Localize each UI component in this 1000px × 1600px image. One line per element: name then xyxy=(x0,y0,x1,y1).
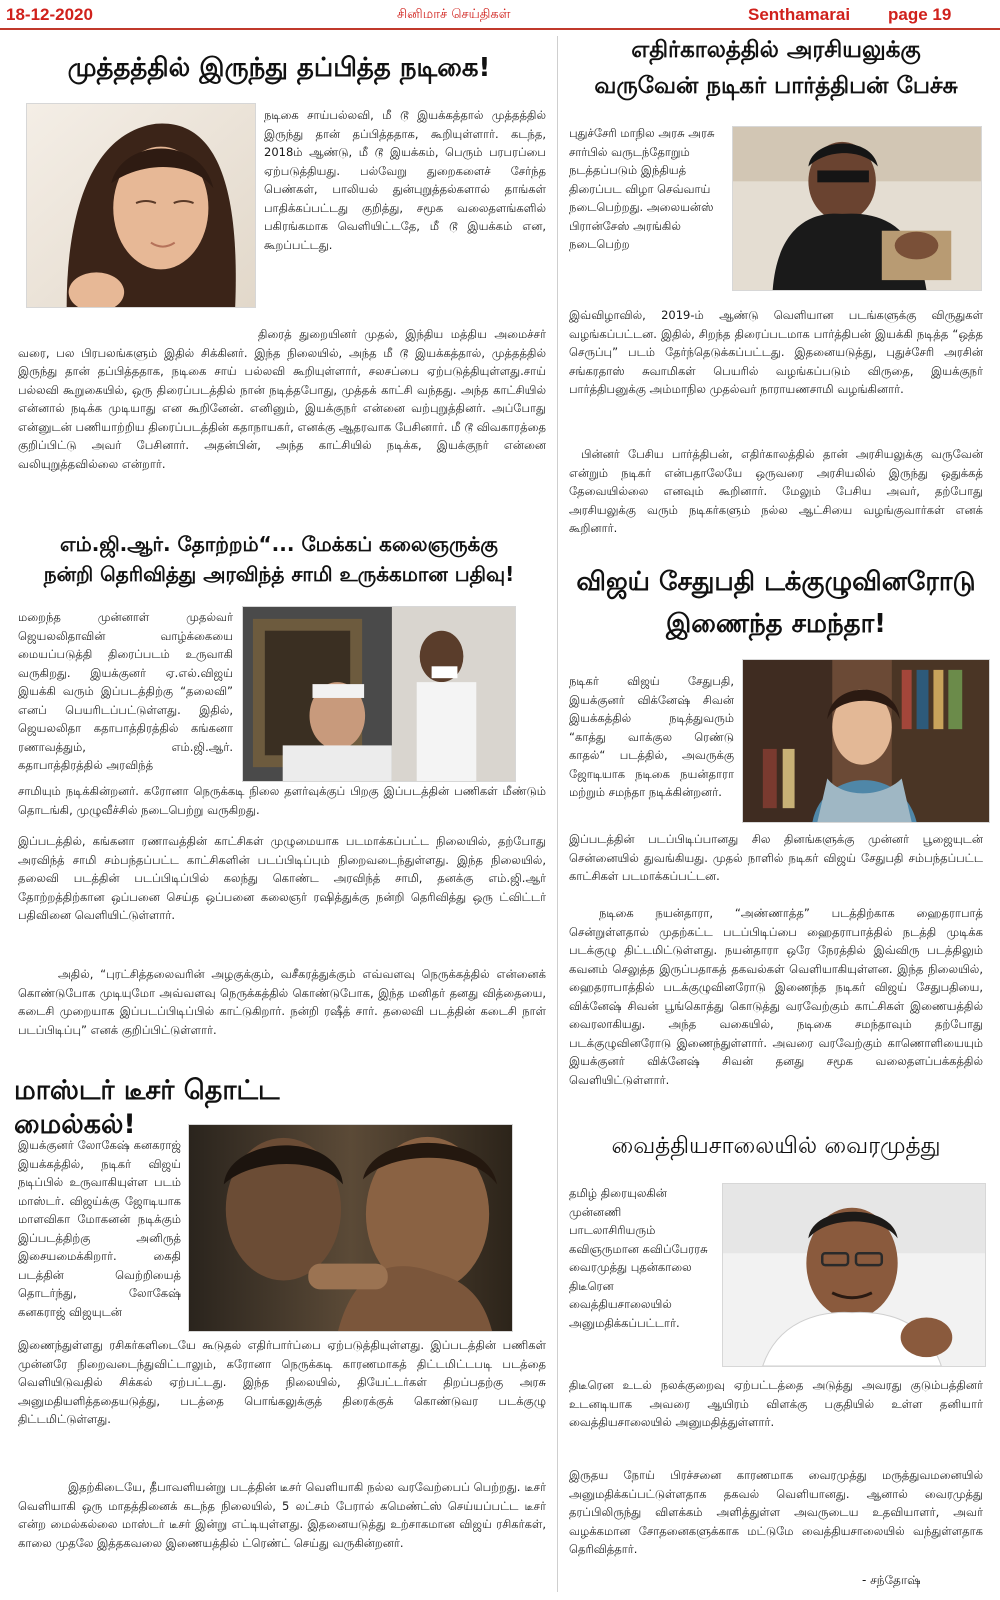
parthiban-paragraph-1: புதுச்சேரி மாநில அரசு அரசு சார்பில் வருடந்தோறும் நடத்தப்படும் இந்தியத் திரைப்பட விழா செவ்வாய் நடைபெற்றது. அலையன்ஸ் பிரான்சேஸ் அரங்கில் நடைபெற்ற xyxy=(569,126,715,251)
page-number: page 19 xyxy=(888,5,952,24)
aravind-swami-headline-line-1: எம்.ஜி.ஆர். தோற்றம்“... மேக்கப் கலைஞருக்கு xyxy=(60,532,498,556)
newspaper-name: Senthamarai xyxy=(748,5,851,24)
master-paragraph-2: இதற்கிடையே, தீபாவளியன்று படத்தின் டீசர் வெளியாகி நல்ல வரவேற்பைப் பெற்றது. டீசர் வெளியாகி ஒரு மாதத்தினைக் கடந்த நிலையில், 5 லட்சம் பேரால் கமெண்ட்ஸ் செய்யப்பட்ட டீசர் என்ற மைல்கல்லை மாஸ்டர் டீசர் இன்று எட்டியுள்ளது. இதனையடுத்து உற்சாகமான விஜய் ரசிகர்கள், காலை முதலே இத்தகவலை இணையத்தில் ட்ரெண்ட் செய்து வருகின்றனர். xyxy=(18,1480,546,1550)
sai-pallavi-photo xyxy=(26,103,256,308)
section-title: சினிமாச் செய்திகள் xyxy=(397,7,511,22)
master-paragraph-1: இயக்குனர் லோகேஷ் கனகராஜ் இயக்கத்தில், நடிகர் விஜய் நடிப்பில் உருவாகியுள்ள படம் மாஸ்டர். விஜய்க்கு ஜோடியாக மாளவிகா மோகனன் நடிக்கும் இப்படத்திற்கு அனிருத் இசையமைக்கிறார். கைதி படத்தின் வெற்றியைத் தொடர்ந்து, லோகேஷ் கனகராஜ் விஜயுடன் xyxy=(18,1138,181,1319)
master-movie-poster xyxy=(188,1124,513,1332)
vairamuthu-paragraph-2: திடீரென உடல் நலக்குறைவு ஏற்பட்டத்தை அடுத்து அவரது குடும்பத்தினர் உடனடியாக அவரை ஆயிரம் விளக்கு பகுதியில் உள்ள தனியார் வைத்தியசாலையில் அனுமதித்துள்ளார். xyxy=(569,1378,983,1429)
page-header xyxy=(0,0,1000,30)
aravind-swami-paragraph-2: இப்படத்தில், கங்கனா ரணாவத்தின் காட்சிகள் முழுமையாக படமாக்கப்பட்ட நிலையில், தற்போது அரவிந்த் சாமி சம்பந்தப்பட்ட காட்சிகளின் படப்பிடிப்பும் நிறைவடைந்துள்ளது. இந்த நிலையில், தலைவி படத்தின் படப்பிடிப்பில் கலந்து கொண்ட அரவிந்த் சாமி, தனக்கு எம்.ஜி.ஆர் தோற்றத்திற்கான ஒப்பனை செய்த ஒப்பனை கலைஞர் ரஷித்துக்கு நன்றி தெரிவித்து ஒரு ட்விட்டர் பதிவினை வெளியிட்டுள்ளார். xyxy=(18,834,546,922)
aravind-swami-makeup-photo xyxy=(242,606,516,782)
aravind-swami-paragraph-1-continued: சாமியும் நடிக்கின்றனர். கரோனா நெருக்கடி நிலை தளர்வுக்குப் பிறகு இப்படத்தின் பணிகள் மீண்டும் தொடங்கி, முழுவீச்சில் நடைபெற்று வருகிறது. xyxy=(18,784,546,817)
parthiban-paragraph-2: பின்னர் பேசிய பார்த்திபன், எதிர்காலத்தில் தான் அரசியலுக்கு வருவேன் என்றும் நடிகர் என்பதாலேயே ஒருவரை அரசியலில் இருந்து ஒதுக்கத் தேவையில்லை எனவும் கூறினார். மேலும் பேசிய அவர், தற்போது அரசியலுக்கு வரும் நடிகர்களும் நல்ல ஆட்சியை வழங்குவார்கள் எனக் கூறினார். xyxy=(569,447,983,535)
samantha-paragraph-1: நடிகர் விஜய் சேதுபதி, இயக்குனர் விக்னேஷ் சிவன் இயக்கத்தில் நடித்துவரும் “காத்து வாக்குல ரெண்டு காதல்“ படத்தில், அவருக்கு ஜோடியாக நடிகை நயன்தாரா மற்றும் சமந்தா நடிக்கின்றனர். xyxy=(569,674,734,799)
parthiban-paragraph-1-continued: இவ்விழாவில், 2019-ம் ஆண்டு வெளியான படங்களுக்கு விருதுகள் வழங்கப்பட்டன. இதில், சிறந்த திரைப்படமாக பார்த்திபன் இயக்கி நடித்த “ஒத்த செருப்பு” படம் தேர்ந்தெடுக்கப்பட்டது. இதனையடுத்து, புதுச்சேரி அரசின் சங்கரதாஸ் சுவாமிகள் பெயரில் வழங்கப்படும் விருதை, இயக்குநர் பார்த்திபனுக்கு அம்மாநில முதல்வர் நாராயணசாமி வழங்கினார். xyxy=(569,308,983,396)
aravind-swami-paragraph-1: மறைந்த முன்னாள் முதல்வர் ஜெயலலிதாவின் வாழ்க்கையை மையப்படுத்தி திரைப்படம் உருவாகி வருகிறது. இயக்குனர் ஏ.எல்.விஜய் இயக்கி வரும் இப்படத்திற்கு “தலைவி” எனப் பெயரிடப்பட்டுள்ளது. இதில், ஜெயலலிதா கதாபாத்திரத்தில் கங்கனா ரணாவத்தும், எம்.ஜி.ஆர். கதாபாத்திரத்தில் அரவிந்த் xyxy=(18,610,233,772)
master-paragraph-1-continued: இணைந்துள்ளது ரசிகர்களிடையே கூடுதல் எதிர்பார்ப்பை ஏற்படுத்தியுள்ளது. இப்படத்தின் பணிகள் முன்னரே நிறைவடைந்துவிட்டாலும், கரோனா நெருக்கடி காரணமாகத் திட்டமிட்டபடி படத்தை வெளியிடுவதில் சிக்கல் ஏற்பட்டது. இந்த நிலையில், தியேட்டர்கள் திறப்பதற்கு அரசு அனுமதியளித்ததையடுத்து, படத்தை பொங்கலுக்குத் திரைக்குக் கொண்டுவர படக்குழு திட்டமிட்டுள்ளது. xyxy=(18,1338,546,1426)
sai-pallavi-headline: முத்தத்தில் இருந்து தப்பித்த நடிகை! xyxy=(67,53,491,83)
vairamuthu-photo xyxy=(722,1183,986,1367)
vairamuthu-paragraph-1: தமிழ் திரையுலகின் முன்னணி பாடலாசிரியரும் கவிஞருமான கவிப்பேரரசு வைரமுத்து புதன்காலை திடீரென வைத்தியசாலையில் அனுமதிக்கப்பட்டார். xyxy=(569,1186,708,1330)
vairamuthu-paragraph-3: இருதய நோய் பிரச்சனை காரணமாக வைரமுத்து மருத்துவமனையில் அனுமதிக்கப்பட்டுள்ளதாக தகவல் வெளியானது. ஆனால் வைரமுத்து தரப்பிலிருந்து விளக்கம் அளித்துள்ள அவருடைய உதவியாளர், அவர் வழக்கமான சோதனைகளுக்காக மட்டுமே வைத்தியசாலையில் வந்துள்ளதாக தெரிவித்தார். xyxy=(569,1468,983,1556)
parthiban-photo xyxy=(732,126,982,291)
samantha-paragraph-1-continued: இப்படத்தின் படப்பிடிப்பானது சில தினங்களுக்கு முன்னர் பூஜையுடன் சென்னையில் துவங்கியது. முதல் நாளில் நடிகர் விஜய் சேதுபதி சம்பந்தப்பட்ட காட்சிகள் படமாக்கப்பட்டன. xyxy=(569,832,983,883)
page-date: 18-12-2020 xyxy=(6,5,93,24)
samantha-headline-line-2: இணைந்த சமந்தா! xyxy=(665,609,887,639)
parthiban-headline-line-1: எதிர்காலத்தில் அரசியலுக்கு xyxy=(631,37,921,63)
aravind-swami-paragraph-3: அதில், “புரட்சித்தலைவரின் அழகுக்கும், வசீகரத்துக்கும் எவ்வளவு நெருக்கத்தில் என்னைக் கொண்டுபோக முடியுமோ அவ்வளவு நெருக்கத்தில் கொண்டுபோக, இந்த மனிதர் தனது வித்தையை, கடைசி முறையாக இப்படப்பிடிப்பில் காட்டுகிறார். நன்றி ரஷீத் சார். தலைவி படத்தின் கடைசி நாள் படப்பிடிப்பு” எனக் குறிப்பிட்டுள்ளார். xyxy=(18,967,546,1037)
vairamuthu-headline: வைத்தியசாலையில் வைரமுத்து xyxy=(611,1133,941,1159)
vairamuthu-byline: - சந்தோஷ் xyxy=(862,1573,921,1587)
column-divider xyxy=(557,36,558,1592)
master-teaser-headline: மாஸ்டர் டீசர் தொட்ட மைல்கல்! xyxy=(14,1075,280,1140)
sai-pallavi-paragraph-2: திரைத் துறையினர் முதல், இந்திய மத்திய அமைச்சர் வரை, பல பிரபலங்களும் இதில் சிக்கினர். இந்த நிலையில், அந்த மீ டூ இயக்கத்தால், முத்தத்தில் இருந்து தான் தப்பித்ததாக, நடிகை சாய் பல்லவி கூறியுள்ளார், சலசப்பை ஏற்படுத்தியுள்ளது.சாய் பல்லவி கூறுகையில், ஒரு திரைப்படத்தில் நான் நடித்தபோது, முத்தக் காட்சி வந்தது. அந்த காட்சியில் என்னால் நடிக்க முடியாது என கூறினேன். எனினும், இயக்குநர் என்னை வற்புறுத்தினர். அப்போது என்னுடன் பணியாற்றிய திரைப்படத்தின் கதாநாயகர், எனக்கு ஆதரவாக பேசினார். மீ டூ விவகாரத்தை குறிப்பிட்டு அவர் பேசினார். அதன்பின், அந்த காட்சியில் நடிக்க, இயக்குநர் என்னை வலியுறுத்தவில்லை என்றார். xyxy=(18,327,546,471)
sai-pallavi-paragraph-1: நடிகை சாய்பல்லவி, மீ டூ இயக்கத்தால் முத்தத்தில் இருந்து தான் தப்பித்ததாக, கூறியுள்ளார். கடந்த, 2018ம் ஆண்டு, மீ டூ இயக்கம், பெரும் பரபரப்பை ஏற்படுத்தியது. பல்வேறு துறைகளைச் சேர்ந்த பெண்கள், பாலியல் துன்புறுத்தல்களால் தாங்கள் பாதிக்கப்பட்டது குறித்து, சமூக வலைதளங்களில் பகிரங்கமாக வெளியிட்டதே, மீ டூ இயக்கம் என, கூறப்பட்டது. xyxy=(264,108,546,252)
aravind-swami-headline-line-2: நன்றி தெரிவித்து அரவிந்த் சாமி உருக்கமான பதிவு! xyxy=(43,562,515,586)
samantha-photo xyxy=(742,659,990,823)
parthiban-headline-line-2: வருவேன் நடிகர் பார்த்திபன் பேச்சு xyxy=(594,73,958,99)
samantha-headline-line-1: விஜய் சேதுபதி டக்குழுவினரோடு xyxy=(576,567,976,597)
samantha-paragraph-2: நடிகை நயன்தாரா, “அண்ணாத்த” படத்திற்காக ஹைதராபாத் சென்றுள்ளதால் முதற்கட்ட படப்பிடிப்பை ஹைதராபாத்தில் நடத்தி முடிக்க படக்குழு திட்டமிட்டுள்ளது. நயன்தாரா ஒரே நேரத்தில் இவ்விரு படத்திலும் கவனம் செலுத்த இருப்பதாகத் தகவல்கள் வெளியாகியுள்ளன. இந்த நிலையில், ஹைதராபாத்தில் படக்குழுவினரோடு இணைந்த நடிகர் விஜய் சேதுபதியை, விக்னேஷ் சிவன் பூங்கொத்து கொடுத்து வரவேற்கும் காட்சிகள் இணையத்தில் வைரலாகியது. அந்த வகையில், நடிகை சமந்தாவும் தற்போது படக்குழுவினரோடு இணைந்துள்ளார். அவரை வரவேற்கும் காணொளியையும் இயக்குனர் விக்னேஷ் சிவன் தனது சமூக வலைதளப்பக்கத்தில் வெளியிட்டுள்ளார். xyxy=(569,906,983,1087)
